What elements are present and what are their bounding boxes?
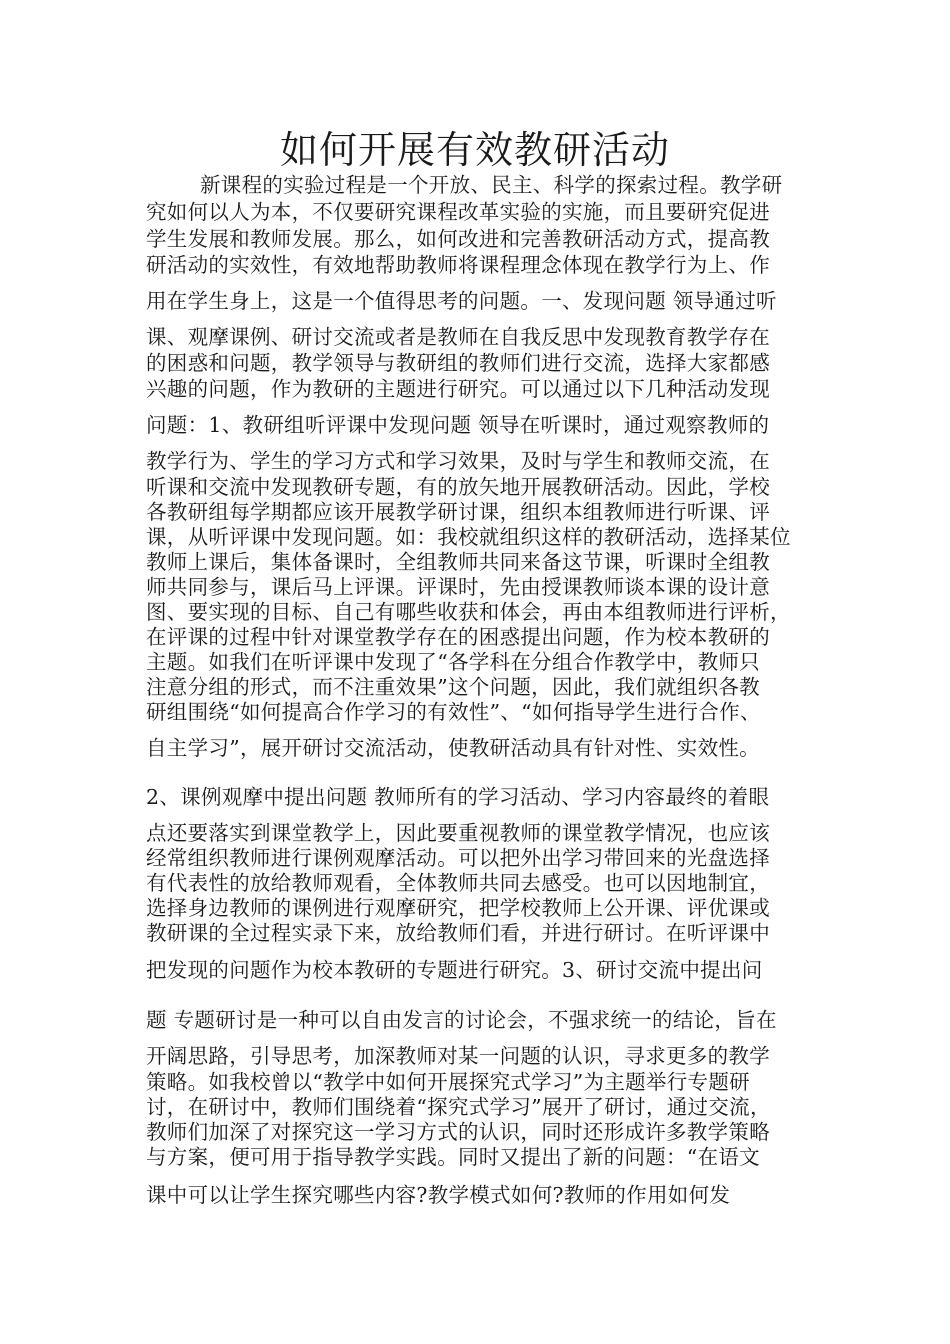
paragraph-line: 图、要实现的目标、自己有哪些收获和体会，再由本组教师进行评析， [146,600,791,624]
paragraph-line: 自主学习”，展开研讨交流活动，使教研活动具有针对性、实效性。 [146,736,760,760]
paragraph-line: 题 专题研讨是一种可以自由发言的讨论会，不强求统一的结论，旨在 [146,1008,777,1032]
paragraph-line: 用在学生身上，这是一个值得思考的问题。一、发现问题 领导通过听 [146,289,777,313]
paragraph-line: 讨，在研讨中，教师们围绕着“探究式学习”展开了研讨，通过交流， [146,1095,771,1119]
paragraph-line: 课、观摩课例、研讨交流或者是教师在自我反思中发现教育教学存在 [146,325,770,349]
paragraph-line: 注意分组的形式，而不注重效果”这个问题，因此，我们就组织各教 [146,675,760,699]
paragraph-line: 研组围绕“如何提高合作学习的有效性”、“如何指导学生进行合作、 [146,700,761,724]
paragraph-line: 点还要落实到课堂教学上，因此要重视教师的课堂教学情况，也应该 [146,821,770,845]
document-title: 如何开展有效教研活动 [279,128,670,172]
paragraph-line: 开阔思路，引导思考，加深教师对某一问题的认识，寻求更多的教学 [146,1044,770,1068]
paragraph-line: 经常组织教师进行课例观摩活动。可以把外出学习带回来的光盘选择 [146,846,770,870]
paragraph-line: 在评课的过程中针对课堂教学存在的困惑提出问题，作为校本教研的 [146,625,770,649]
paragraph-line: 师共同参与，课后马上评课。评课时，先由授课教师谈本课的设计意 [146,575,770,599]
paragraph-line: 教师们加深了对探究这一学习方式的认识，同时还形成许多教学策略 [146,1120,770,1144]
paragraph-line: 策略。如我校曾以“教学中如何开展探究式学习”为主题举行专题研 [146,1070,750,1094]
paragraph-line: 教学行为、学生的学习方式和学习效果，及时与学生和教师交流，在 [146,449,770,473]
paragraph-line: 兴趣的问题，作为教研的主题进行研究。可以通过以下几种活动发现 [146,377,770,401]
paragraph-line: 课中可以让学生探究哪些内容?教学模式如何?教师的作用如何发 [146,1183,731,1207]
paragraph-line: 把发现的问题作为校本教研的专题进行研究。3、研讨交流中提出问 [146,958,763,982]
paragraph-line: 究如何以人为本，不仅要研究课程改革实验的实施，而且要研究促进 [146,200,770,224]
paragraph-line: 学生发展和教师发展。那么，如何改进和完善教研活动方式，提高教 [146,227,770,251]
paragraph-line: 新课程的实验过程是一个开放、民主、科学的探索过程。教学研 [200,173,783,197]
paragraph-line: 课，从听评课中发现问题。如：我校就组织这样的教研活动，选择某位 [146,525,791,549]
paragraph-line: 问题：1、教研组听评课中发现问题 领导在听课时，通过观察教师的 [146,413,770,437]
paragraph-line: 与方案，便可用于指导教学实践。同时又提出了新的问题：“在语文 [146,1145,760,1169]
paragraph-line: 2、课例观摩中提出问题 教师所有的学习活动、学习内容最终的着眼 [146,785,770,809]
paragraph-line: 主题。如我们在听评课中发现了“各学科在分组合作教学中，教师只 [146,650,760,674]
paragraph-line: 教师上课后，集体备课时，全组教师共同来备这节课，听课时全组教 [146,550,770,574]
paragraph-line: 选择身边教师的课例进行观摩研究，把学校教师上公开课、评优课或 [146,896,770,920]
paragraph-line: 有代表性的放给教师观看，全体教师共同去感受。也可以因地制宜， [146,871,770,895]
paragraph-line: 听课和交流中发现教研专题，有的放矢地开展教研活动。因此，学校 [146,475,770,499]
paragraph-line: 各教研组每学期都应该开展教学研讨课，组织本组教师进行听课、评 [146,500,770,524]
paragraph-line: 的困惑和问题，教学领导与教研组的教师们进行交流，选择大家都感 [146,351,770,375]
paragraph-line: 研活动的实效性，有效地帮助教师将课程理念体现在教学行为上、作 [146,253,770,277]
paragraph-line: 教研课的全过程实录下来，放给教师们看，并进行研讨。在听评课中 [146,921,770,945]
